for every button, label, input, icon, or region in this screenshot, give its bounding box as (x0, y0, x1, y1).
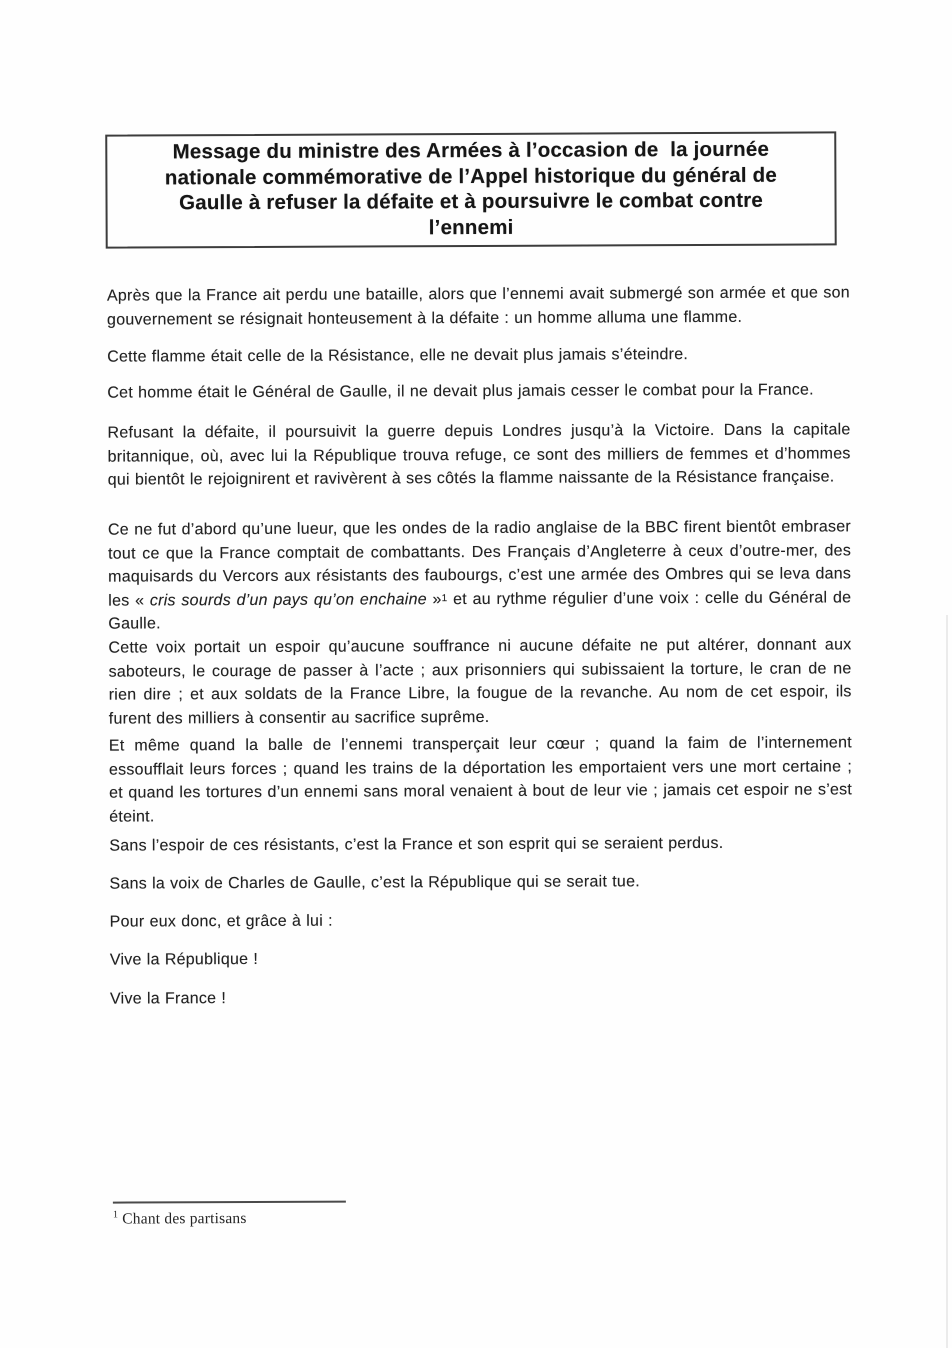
paragraph-12: Vive la France ! (109, 990, 227, 1008)
title-line-3: Gaulle à refuser la défaite et à poursuivre le combat contre (179, 188, 764, 215)
paragraph-3: Cet homme était le Général de Gaulle, il ne devait plus jamais cesser le combat pour la France. (107, 381, 814, 402)
footnote-separator-rule (113, 1201, 346, 1204)
footnote-block (113, 1200, 513, 1229)
paragraph-4: Refusant la défaite, il poursuivit la guerre depuis Londres jusqu’à la Victoire. Dans la capitale britannique, où, avec lui la République trouva refuge, ce sont des milliers de femmes et d’hommes qui bientôt le rejoignirent et ravivèrent à ses côtés la flamme naissante de la Résistance française. (107, 421, 851, 489)
title-line-4: l’ennemi (428, 215, 514, 239)
paragraph-5 (108, 515, 852, 636)
footnote-label: Chant des partisans (122, 1210, 247, 1228)
paragraph-10: Pour eux donc, et grâce à lui : (109, 912, 333, 931)
footnote (113, 1209, 513, 1229)
paragraph-2: Cette flamme était celle de la Résistance, elle ne devait plus jamais s’éteindre. (107, 346, 689, 366)
paragraph-11: Vive la République ! (109, 950, 259, 969)
title-line-1: Message du ministre des Armées à l’occasion de la journée (172, 137, 770, 164)
paragraph-5-pre: Ce ne fut d’abord qu’une lueur, que les ondes de la radio anglaise de la BBC firent bientôt embraser tout ce que la France comptait de combattants. Des Français d’Angleterre à ceux d’outre-mer, des maquisards du Vercors aux résistants des faubourgs, c’est une armée des Ombres qui se leva dans les « (107, 518, 852, 610)
scan-artifact-edge-line (946, 615, 948, 1348)
paragraph-1: Après que la France ait perdu une bataille, alors que l’ennemi avait submergé son armée et que son gouvernement se résignait honteusement à la défaite : un homme alluma une flamme. (106, 284, 850, 329)
quoted-song-lyric: cris sourds d’un pays qu’on enchaine (149, 590, 427, 609)
footnote-reference-1: 1 (441, 592, 448, 604)
paragraph-5-quote-close: » (426, 590, 442, 608)
paragraph-7: Et même quand la balle de l’ennemi transperçait leur cœur ; quand la faim de l’internement essoufflait leurs forces ; quand les trains de la déportation les emportaient vers une mort certaine ; et quand les tortures d’un ennemi sans moral venaient à bout de leur vie ; jamais cet espoir ne s’est éteint. (108, 734, 853, 826)
paragraph-9: Sans la voix de Charles de Gaulle, c’est la République qui se serait tue. (109, 873, 640, 893)
paragraph-6: Cette voix portait un espoir qu’aucune souffrance ni aucune défaite ne put altérer, donnant aux saboteurs, le courage de passer à l’acte ; aux prisonniers qui subissaient la torture, le cran de ne rien dire ; et aux soldats de la France Libre, la fougue de la revanche. Au nom de cet espoir, ils furent des milliers à consentir au sacrifice suprême. (108, 636, 852, 728)
footnote-marker: 1 (112, 1209, 119, 1221)
paragraph-5-post: et au rythme régulier d’une voix : celle du Général de Gaulle. (108, 588, 852, 633)
title-line-2: nationale commémorative de l’Appel historique du général de (164, 163, 778, 189)
document-title-box (105, 131, 836, 248)
paragraph-8: Sans l’espoir de ces résistants, c’est la France et son esprit qui se seraient perdus. (109, 834, 724, 855)
